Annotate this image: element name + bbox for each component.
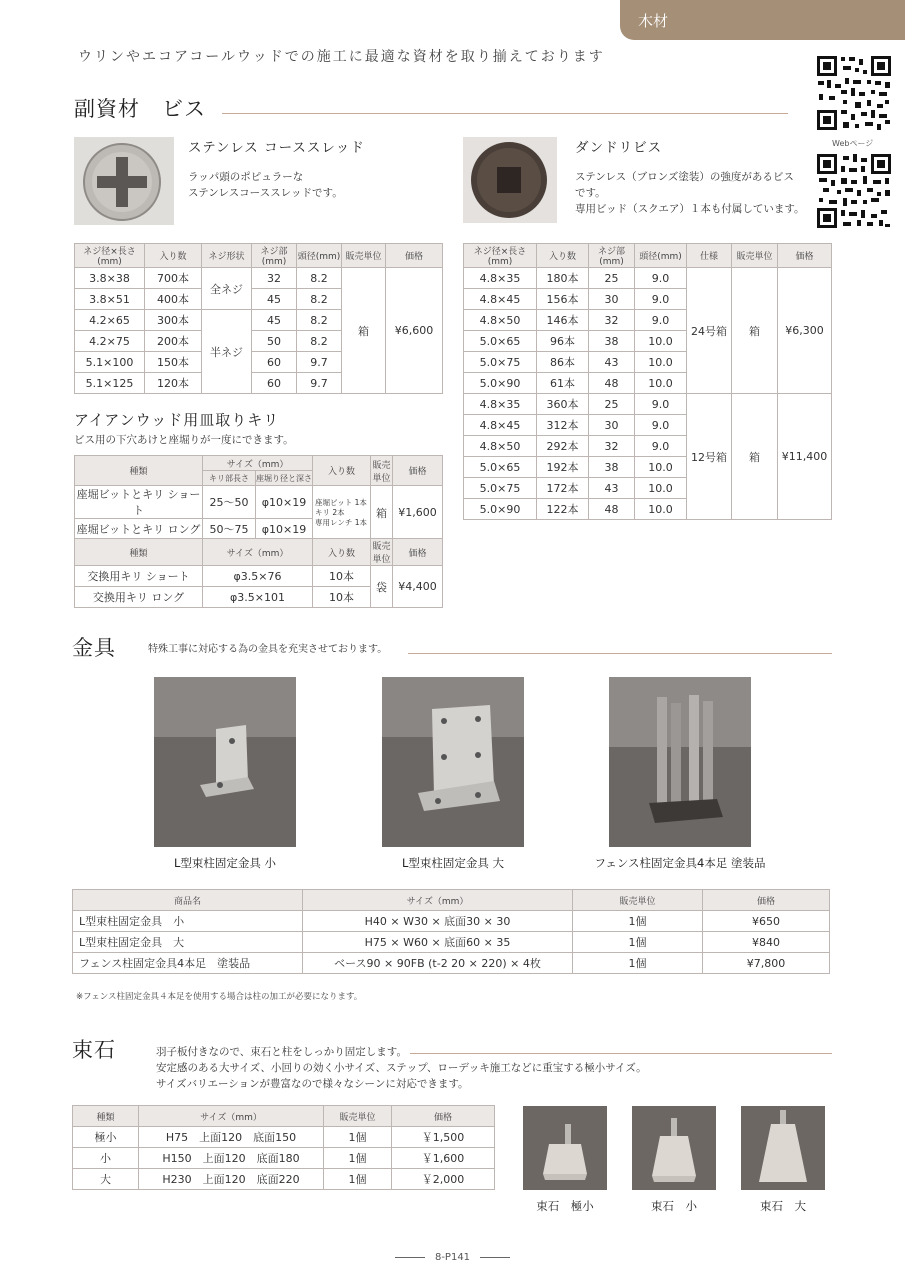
lead-text: ウリンやエコアコールウッドでの施工に最適な資材を取り揃えております [78, 49, 605, 65]
table-row [464, 268, 832, 289]
cell-thread: 38 [589, 331, 635, 352]
cell-qty: 146本 [537, 310, 589, 331]
web-page-label: Webページ [832, 139, 874, 148]
cell-shape-full: 全ネジ [202, 268, 252, 310]
cell-unit: 箱 [732, 394, 778, 520]
cell-diameter: φ10×19 [256, 486, 313, 519]
cell-size: 4.8×35 [464, 268, 537, 289]
dandori-desc-2: です。 [575, 187, 606, 199]
col-header: サイズ（mm） [203, 456, 313, 471]
table-row [73, 1169, 495, 1190]
cell-size: 5.0×65 [464, 457, 537, 478]
footer-rule-right [480, 1257, 510, 1258]
category-tab-label: 木材 [638, 12, 669, 30]
col-header: 頭径(mm) [297, 244, 342, 268]
cell-thread: 38 [589, 457, 635, 478]
col-header: 価格 [386, 244, 443, 268]
cell-thread: 32 [589, 310, 635, 331]
cell-price: ￥2,000 [392, 1169, 495, 1190]
hardware-heading-rule [408, 653, 832, 654]
cell-unit: 1個 [573, 953, 703, 974]
stainless-title: ステンレス コーススレッド [188, 140, 365, 156]
l-bracket-large-photo [382, 677, 524, 847]
table-row [73, 1148, 495, 1169]
table-row [75, 268, 443, 289]
cell-size: ベース90 × 90FB (t-2 20 × 220) × 4枚 [303, 953, 573, 974]
hardware-caption-3: フェンス柱固定金具4本足 塗装品 [594, 856, 766, 870]
cell-thread: 30 [589, 415, 635, 436]
hardware-sub: 特殊工事に対応する為の金具を充実させております。 [148, 644, 388, 655]
cell-qty: 156本 [537, 289, 589, 310]
col-header: サイズ（mm） [139, 1106, 324, 1127]
table-row [73, 1127, 495, 1148]
cell-qty: 292本 [537, 436, 589, 457]
screws-heading: 副資材 ビス [74, 97, 206, 121]
col-header: 仕様 [687, 244, 732, 268]
cell-size: H230 上面120 底面220 [139, 1169, 324, 1190]
cell-size: 5.0×90 [464, 373, 537, 394]
cell-price: ¥4,400 [393, 566, 443, 608]
cell-price: ¥6,600 [386, 268, 443, 394]
cell-head: 8.2 [297, 268, 342, 289]
col-header: 入り数 [145, 244, 202, 268]
cell-length: 25〜50 [203, 486, 256, 519]
stone-line-3: サイズバリエーションが豊富なので様々なシーンに対応できます。 [156, 1078, 469, 1090]
l-bracket-small-photo [154, 677, 296, 847]
qr-code-top[interactable] [815, 54, 893, 132]
page-footer [0, 1252, 905, 1263]
cell-unit: 袋 [371, 566, 393, 608]
cell-size: 5.0×75 [464, 478, 537, 499]
screws-heading-rule [222, 113, 788, 114]
col-header: 入り数 [313, 539, 371, 566]
cell-thread: 48 [589, 499, 635, 520]
cell-qty: 192本 [537, 457, 589, 478]
cell-qty [313, 486, 371, 540]
cell-head: 9.0 [635, 415, 687, 436]
hardware-caption-2: L型束柱固定金具 大 [401, 856, 505, 870]
cell-qty: 180本 [537, 268, 589, 289]
col-header: 販売単位 [732, 244, 778, 268]
stone-extra-small-photo [523, 1106, 607, 1190]
cell-qty: 312本 [537, 415, 589, 436]
col-header: ネジ部(mm) [589, 244, 635, 268]
cell-kind: 大 [73, 1169, 139, 1190]
cell-unit: 1個 [573, 932, 703, 953]
cell-kind: 極小 [73, 1127, 139, 1148]
cell-unit: 箱 [732, 268, 778, 394]
category-tab [620, 0, 905, 40]
cell-head: 10.0 [635, 331, 687, 352]
table-row [75, 486, 443, 519]
drill-title: アイアンウッド用皿取りキリ [74, 411, 280, 429]
cell-qty: 96本 [537, 331, 589, 352]
table-row [464, 394, 832, 415]
col-header: 価格 [393, 456, 443, 486]
cell-qty: 400本 [145, 289, 202, 310]
cell-size: 5.0×75 [464, 352, 537, 373]
col-header: 座堀り径と深さ [256, 471, 313, 486]
col-header: 入り数 [313, 456, 371, 486]
cell-size: 3.8×51 [75, 289, 145, 310]
stainless-screw-photo [74, 137, 174, 225]
hardware-note: ※フェンス柱固定金具４本足を使用する場合は柱の加工が必要になります。 [76, 992, 363, 1002]
col-header: ネジ径×長さ(mm) [75, 244, 145, 268]
col-header: 種類 [75, 456, 203, 486]
page-number: 8-P141 [434, 1252, 471, 1263]
cell-shape-half: 半ネジ [202, 310, 252, 394]
cell-size: φ3.5×76 [203, 566, 313, 587]
cell-diameter: φ10×19 [256, 519, 313, 540]
cell-qty: 86本 [537, 352, 589, 373]
qty-line: 専用レンチ 1本 [315, 517, 367, 527]
qty-line: 座堀ビット 1本 [315, 497, 367, 507]
col-header: サイズ（mm） [303, 890, 573, 911]
col-header: 商品名 [73, 890, 303, 911]
cell-product: L型束柱固定金具 小 [73, 911, 303, 932]
cell-price: ¥6,300 [778, 268, 832, 394]
col-header: 種類 [73, 1106, 139, 1127]
col-header: 頭径(mm) [635, 244, 687, 268]
col-header: 価格 [778, 244, 832, 268]
cell-thread: 43 [589, 478, 635, 499]
dandori-desc-1: ステンレス（ブロンズ塗装）の強度があるビス [575, 171, 794, 183]
cell-head: 8.2 [297, 289, 342, 310]
stainless-desc-2: ステンレスコーススレッドです。 [188, 187, 343, 199]
cell-size: 4.8×50 [464, 310, 537, 331]
cell-kind: 座堀ビットとキリ ロング [75, 519, 203, 540]
cell-spec: 24号箱 [687, 268, 732, 394]
stone-line-2: 安定感のある大サイズ、小回りの効く小サイズ、ステップ、ローデッキ施工などに重宝する極小サイズ。 [156, 1062, 647, 1074]
cell-thread: 50 [252, 331, 297, 352]
cell-qty: 172本 [537, 478, 589, 499]
col-header: 価格 [703, 890, 830, 911]
stainless-screw-table [74, 243, 443, 394]
cell-head: 10.0 [635, 499, 687, 520]
cell-price: ¥11,400 [778, 394, 832, 520]
stainless-desc-1: ラッパ頭のポピュラーな [188, 171, 304, 183]
cell-size: 4.2×65 [75, 310, 145, 331]
cell-thread: 60 [252, 352, 297, 373]
dandori-title: ダンドリビス [575, 140, 663, 156]
col-header: サイズ（mm） [203, 539, 313, 566]
dandori-screw-table [463, 243, 832, 520]
stone-table [72, 1105, 495, 1190]
stone-large-photo [741, 1106, 825, 1190]
table-row [75, 566, 443, 587]
replacement-drill-table [74, 538, 443, 608]
qr-code-web[interactable] [815, 152, 893, 230]
col-header: ネジ径×長さ(mm) [464, 244, 537, 268]
drill-set-table [74, 455, 443, 540]
cell-size: H75 × W60 × 底面60 × 35 [303, 932, 573, 953]
cell-unit: 箱 [342, 268, 386, 394]
table-row [73, 932, 830, 953]
col-header: 種類 [75, 539, 203, 566]
cell-product: L型束柱固定金具 大 [73, 932, 303, 953]
cell-size: 4.2×75 [75, 331, 145, 352]
cell-qty: 61本 [537, 373, 589, 394]
cell-size: H75 上面120 底面150 [139, 1127, 324, 1148]
cell-thread: 32 [252, 268, 297, 289]
cell-qty: 300本 [145, 310, 202, 331]
cell-price: ¥7,800 [703, 953, 830, 974]
table-row [73, 953, 830, 974]
cell-length: 50〜75 [203, 519, 256, 540]
col-header: 価格 [393, 539, 443, 566]
cell-thread: 25 [589, 394, 635, 415]
cell-size: 4.8×45 [464, 289, 537, 310]
cell-head: 10.0 [635, 478, 687, 499]
cell-unit: 1個 [324, 1148, 392, 1169]
cell-qty: 360本 [537, 394, 589, 415]
cell-kind: 座堀ビットとキリ ショート [75, 486, 203, 519]
cell-head: 10.0 [635, 373, 687, 394]
cell-size: 4.8×35 [464, 394, 537, 415]
col-header: 価格 [392, 1106, 495, 1127]
cell-head: 10.0 [635, 457, 687, 478]
stone-caption-3: 束石 大 [760, 1199, 806, 1213]
cell-size: 5.0×65 [464, 331, 537, 352]
cell-thread: 45 [252, 289, 297, 310]
col-header: 販売単位 [371, 456, 393, 486]
stone-heading-rule [410, 1053, 832, 1054]
fence-post-bracket-photo [609, 677, 751, 847]
cell-kind: 交換用キリ ショート [75, 566, 203, 587]
hardware-heading: 金具 [72, 636, 116, 660]
cell-thread: 48 [589, 373, 635, 394]
cell-thread: 32 [589, 436, 635, 457]
cell-price: ¥650 [703, 911, 830, 932]
col-header: 販売単位 [371, 539, 393, 566]
stone-caption-1: 束石 極小 [536, 1199, 594, 1213]
cell-qty: 120本 [145, 373, 202, 394]
cell-spec: 12号箱 [687, 394, 732, 520]
cell-qty: 700本 [145, 268, 202, 289]
cell-size: H40 × W30 × 底面30 × 30 [303, 911, 573, 932]
cell-size: 4.8×45 [464, 415, 537, 436]
cell-size: 5.1×125 [75, 373, 145, 394]
hardware-table [72, 889, 830, 974]
cell-size: H150 上面120 底面180 [139, 1148, 324, 1169]
cell-product: フェンス柱固定金具4本足 塗装品 [73, 953, 303, 974]
cell-thread: 45 [252, 310, 297, 331]
cell-head: 10.0 [635, 352, 687, 373]
stone-heading: 束石 [72, 1038, 116, 1062]
cell-price: ¥840 [703, 932, 830, 953]
cell-head: 8.2 [297, 310, 342, 331]
col-header: 販売単位 [342, 244, 386, 268]
cell-head: 9.7 [297, 352, 342, 373]
stone-line-1: 羽子板付きなので、束石と柱をしっかり固定します。 [156, 1046, 407, 1058]
cell-qty: 150本 [145, 352, 202, 373]
cell-size: 5.1×100 [75, 352, 145, 373]
cell-qty: 10本 [313, 587, 371, 608]
cell-kind: 交換用キリ ロング [75, 587, 203, 608]
col-header: キリ部長さ [203, 471, 256, 486]
cell-head: 9.0 [635, 289, 687, 310]
cell-head: 9.7 [297, 373, 342, 394]
cell-thread: 60 [252, 373, 297, 394]
col-header: ネジ形状 [202, 244, 252, 268]
stone-caption-2: 束石 小 [651, 1199, 697, 1213]
table-row [73, 911, 830, 932]
cell-thread: 25 [589, 268, 635, 289]
cell-size: 5.0×90 [464, 499, 537, 520]
cell-qty: 10本 [313, 566, 371, 587]
cell-thread: 30 [589, 289, 635, 310]
cell-qty: 122本 [537, 499, 589, 520]
cell-size: 3.8×38 [75, 268, 145, 289]
cell-thread: 43 [589, 352, 635, 373]
footer-rule-left [395, 1257, 425, 1258]
hardware-caption-1: L型束柱固定金具 小 [173, 856, 277, 870]
qty-line: キリ 2本 [315, 507, 345, 517]
dandori-desc-3: 専用ビッド（スクエア）１本も付属しています。 [575, 203, 805, 215]
dandori-screw-photo [463, 137, 557, 223]
cell-head: 9.0 [635, 436, 687, 457]
cell-size: 4.8×50 [464, 436, 537, 457]
cell-unit: 1個 [573, 911, 703, 932]
col-header: ネジ部(mm) [252, 244, 297, 268]
cell-unit: 箱 [371, 486, 393, 540]
cell-kind: 小 [73, 1148, 139, 1169]
cell-head: 9.0 [635, 268, 687, 289]
col-header: 販売単位 [324, 1106, 392, 1127]
cell-size: φ3.5×101 [203, 587, 313, 608]
cell-head: 8.2 [297, 331, 342, 352]
drill-desc: ビス用の下穴あけと座堀りが一度にできます。 [74, 434, 294, 446]
cell-qty: 200本 [145, 331, 202, 352]
stone-small-photo [632, 1106, 716, 1190]
cell-price: ¥1,600 [393, 486, 443, 540]
col-header: 販売単位 [573, 890, 703, 911]
cell-unit: 1個 [324, 1127, 392, 1148]
cell-head: 9.0 [635, 310, 687, 331]
cell-price: ￥1,600 [392, 1148, 495, 1169]
col-header: 入り数 [537, 244, 589, 268]
cell-head: 9.0 [635, 394, 687, 415]
cell-unit: 1個 [324, 1169, 392, 1190]
cell-price: ￥1,500 [392, 1127, 495, 1148]
